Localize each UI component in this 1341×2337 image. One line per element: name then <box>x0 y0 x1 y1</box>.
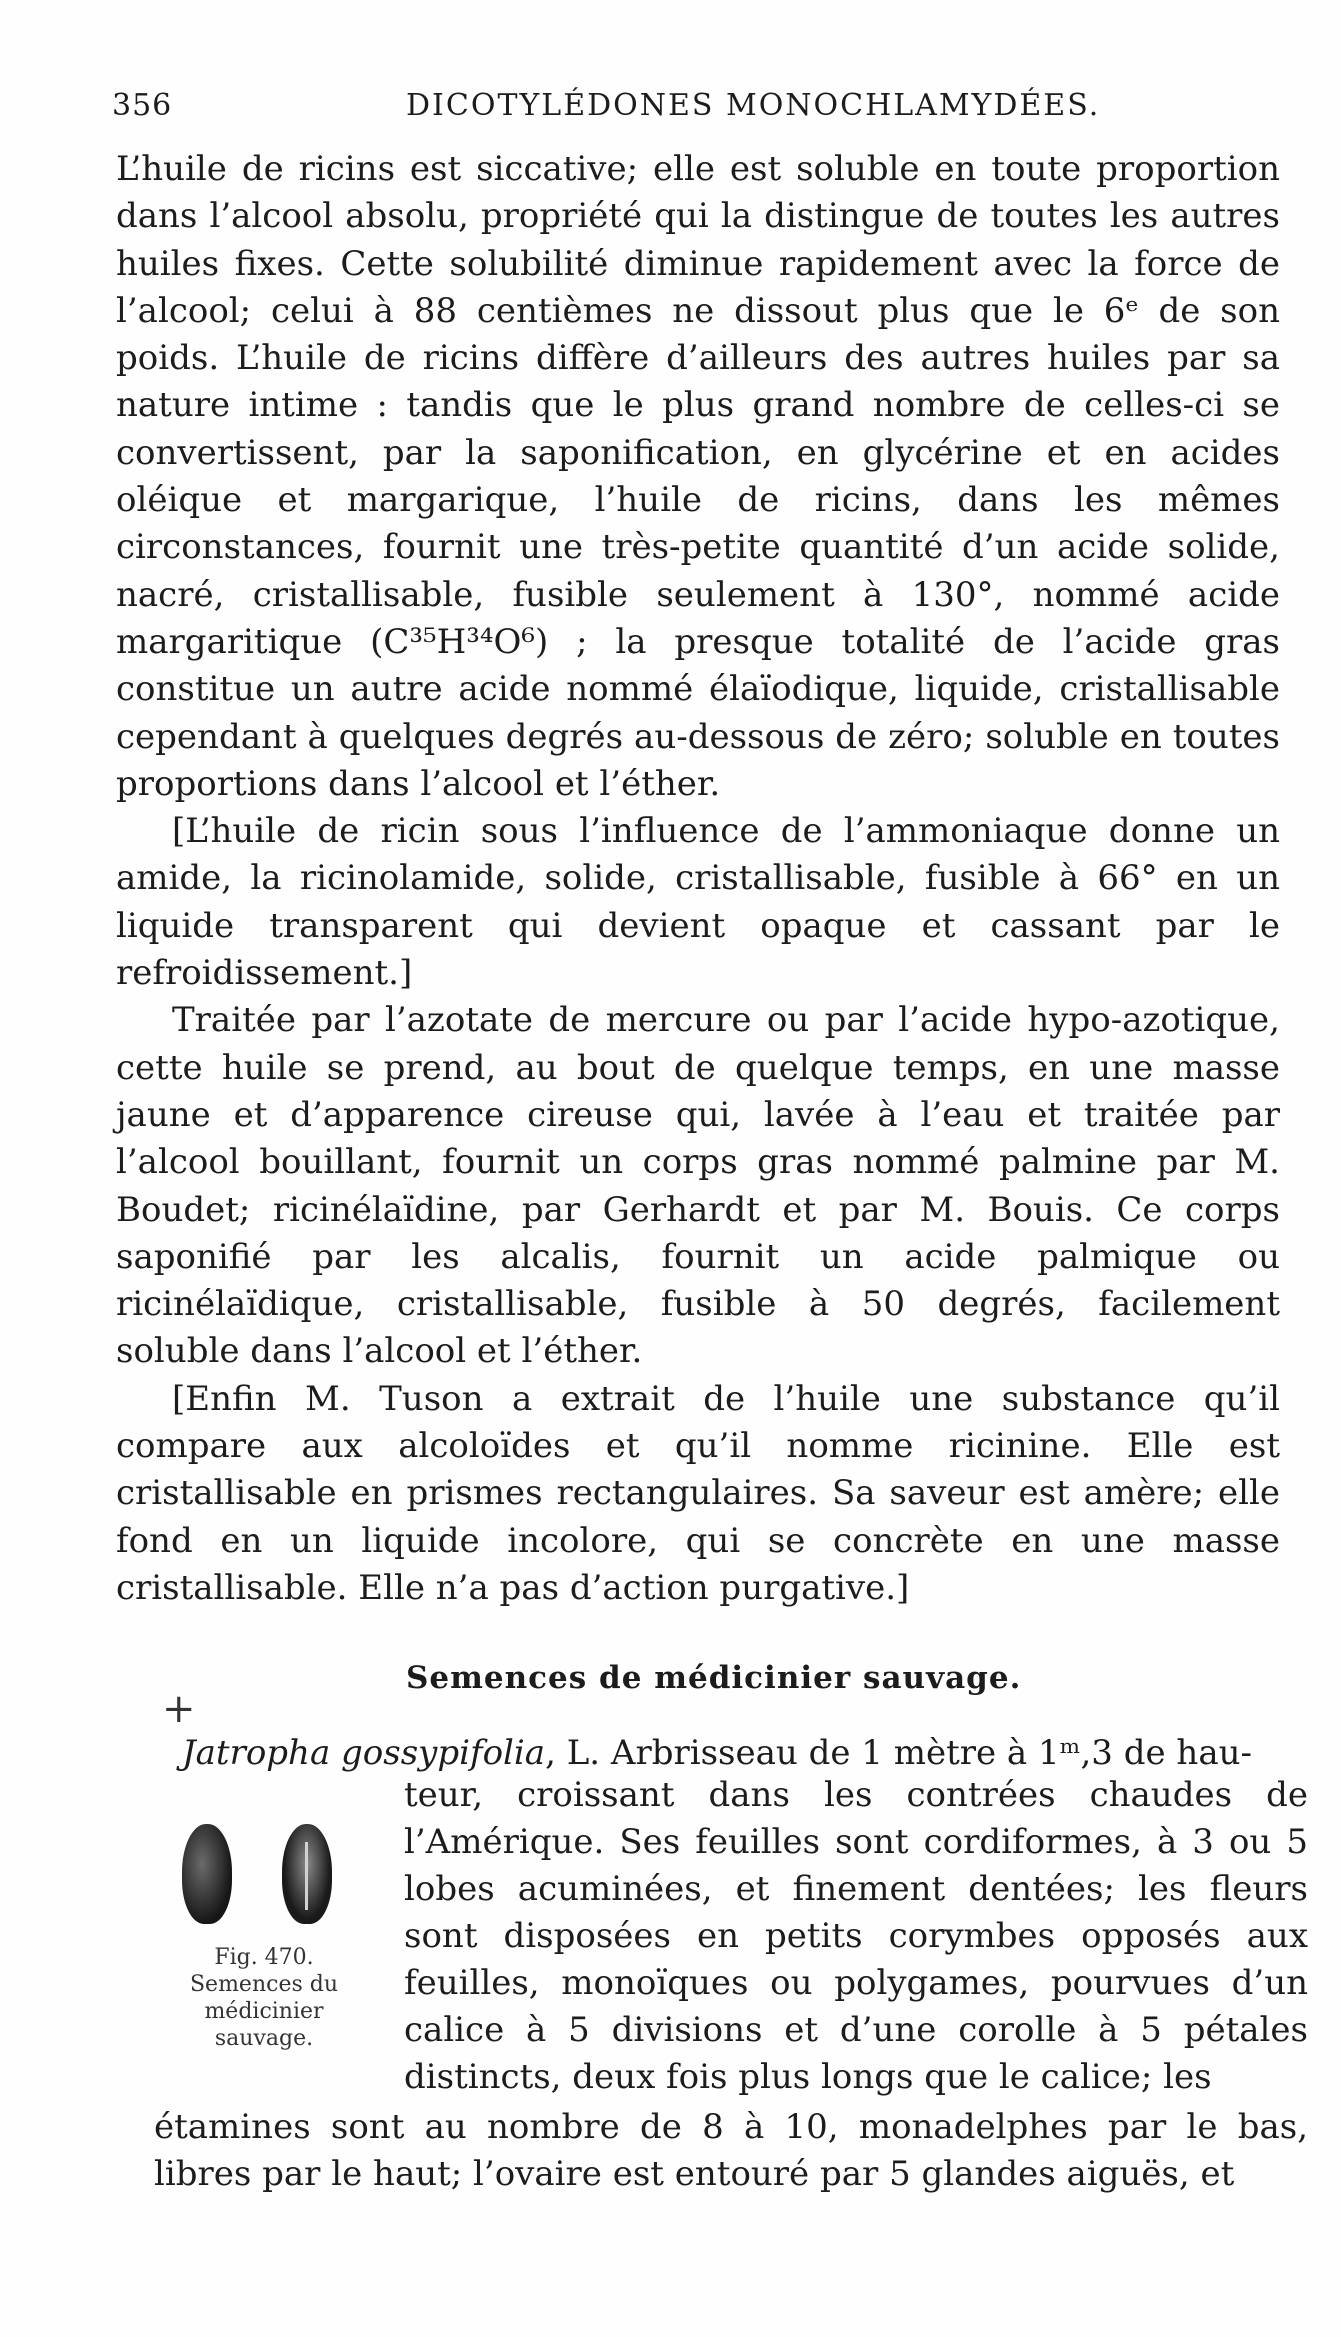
seed-illustration <box>164 1818 364 1934</box>
figure-470 <box>164 1818 364 2052</box>
margin-cross-mark: + <box>162 1686 196 1732</box>
species-name: Jatropha gossypifolia <box>182 1733 546 1773</box>
page-number: 356 <box>112 88 173 123</box>
seed-dorsal-image <box>182 1824 232 1924</box>
running-header <box>112 88 1292 128</box>
species-line <box>182 1730 1302 1777</box>
figure-caption-text: Semences du médicinier sauvage. <box>189 1972 339 2051</box>
species-description-tail: étamines sont au nombre de 8 à 10, monadelphes par le bas, libres par le haut; l’ovaire est entouré par 5 glandes aiguës, et <box>154 2107 1308 2194</box>
figure-caption <box>164 1944 364 2052</box>
species-lead: , L. Arbrisseau de 1 mètre à 1ᵐ,3 de hau- <box>545 1733 1252 1773</box>
running-title: DICOTYLÉDONES MONOCHLAMYDÉES. <box>406 88 1101 123</box>
section-title: Semences de médicinier sauvage. <box>406 1660 1022 1696</box>
paragraph-3: Traitée par l’azotate de mercure ou par l’acide hypo-azotique, cette huile se prend, au bout de quelque temps, en une masse jaune et d’apparence cireuse qui, lavée à l’eau et traitée par l’alcool bouillant, fournit un corps gras nommé palmine par M. Boudet; ricinélaïdine, par Gerhardt et par M. Bouis. Ce corps saponifié par les alcalis, fournit un acide palmique ou ricinélaïdique, cristallisable, fusible à 50 degrés, facilement soluble dans l’alcool et l’éther. <box>116 1000 1280 1372</box>
paragraph-4: [Enfin M. Tuson a extrait de l’huile une substance qu’il compare aux alcoloïdes et qu’il nomme ricinine. Elle est cristallisable en prismes rectangulaires. Sa saveur est amère; elle fond en un liquide incolore, qui se concrète en une masse cristallisable. Elle n’a pas d’action purgative.] <box>116 1378 1280 1608</box>
paragraph-1: L’huile de ricins est siccative; elle est soluble en toute proportion dans l’alcool absolu, propriété qui la distingue de toutes les autres huiles fixes. Cette solubilité diminue rapidement avec la force de l’alcool; celui à 88 centièmes ne dissout plus que le 6ᵉ de son poids. L’huile de ricins diffère d’ailleurs des autres huiles par sa nature intime : tandis que le plus grand nombre de celles-ci se convertissent, par la saponification, en glycérine et en acides oléique et margarique, l’huile de ricins, dans les mêmes circonstances, fournit une très-petite quantité d’un acide solide, nacré, cristallisable, fusible seulement à 130°, nommé acide margaritique (C³⁵H³⁴O⁶) ; la presque totalité de l’acide gras constitue un autre acide nommé élaïodique, liquide, cristallisable cependant à quelques degrés au-dessous de zéro; soluble en toutes proportions dans l’alcool et l’éther. <box>116 149 1280 804</box>
body-text <box>116 146 1280 1612</box>
figure-label: Fig. 470. <box>214 1945 314 1970</box>
paragraph-2: [L’huile de ricin sous l’influence de l’ammoniaque donne un amide, la ricinolamide, solide, cristallisable, fusible à 66° en un liquide transparent qui devient opaque et cassant par le refroidissement.] <box>116 811 1280 994</box>
seed-ventral-image <box>282 1824 332 1924</box>
species-description-wrapped: teur, croissant dans les contrées chaudes de l’Amérique. Ses feuilles sont cordiformes, à 3 ou 5 lobes acuminées, et finement dentées; les fleurs sont disposées en petits corymbes opposés aux feuilles, monoïques ou polygames, pourvues d’un calice à 5 divisions et d’une corolle à 5 pétales distincts, deux fois plus longs que le calice; les <box>404 1775 1308 2097</box>
